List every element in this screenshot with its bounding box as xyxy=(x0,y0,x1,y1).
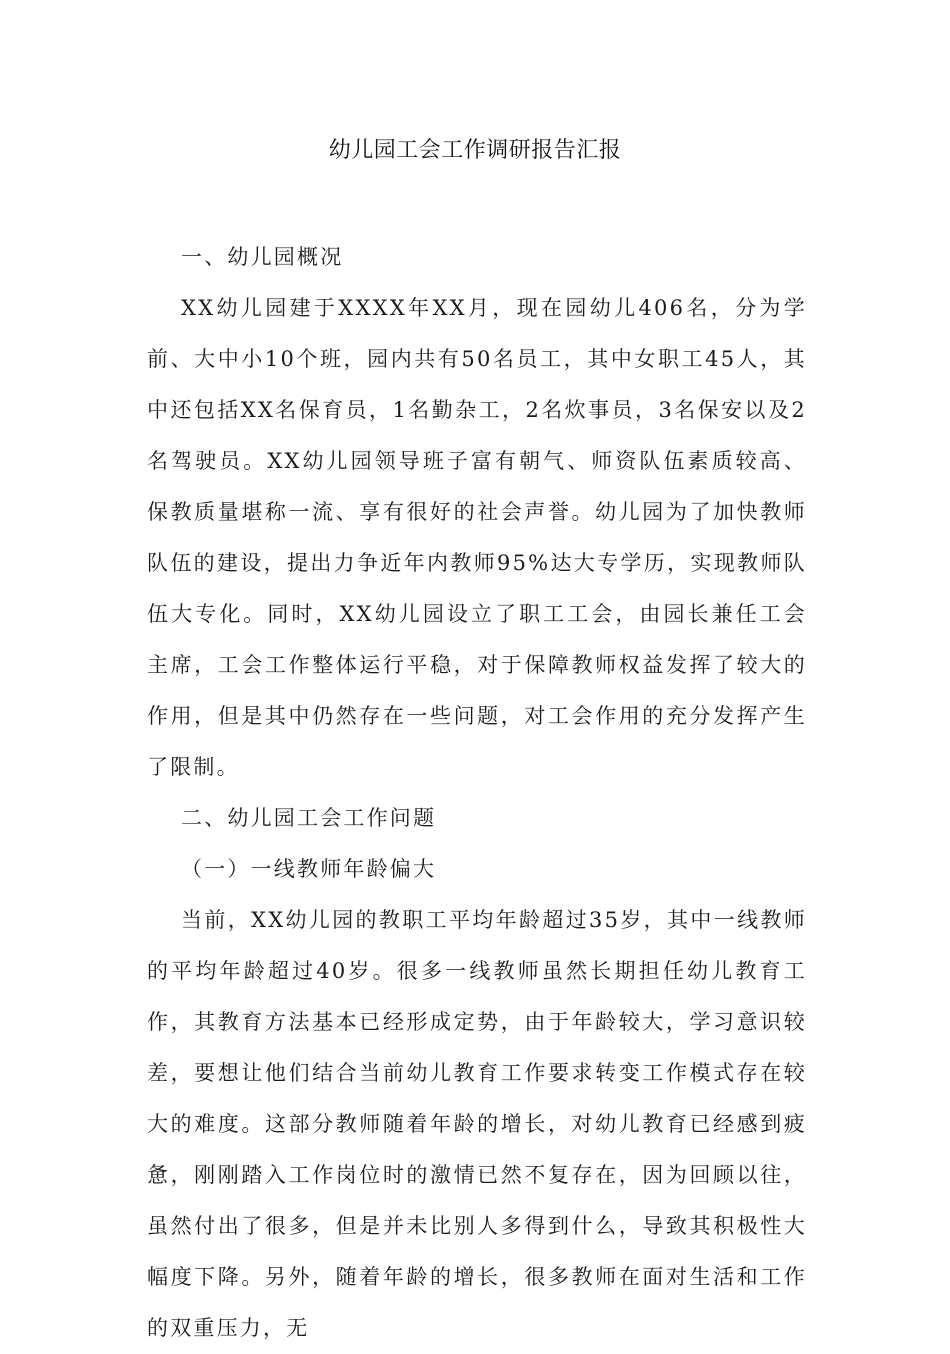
subsection-heading-teacher-age: （一）一线教师年龄偏大 xyxy=(181,857,437,881)
section-heading-problems: 二、幼儿园工会工作问题 xyxy=(181,806,437,830)
document-body xyxy=(147,232,807,1354)
document-title: 幼儿园工会工作调研报告汇报 xyxy=(328,138,622,163)
body-paragraph: XX幼儿园建于XXXX年XX月，现在园幼儿406名，分为学前、大中小10个班，园内共有50名员工，其中女职工45人，其中还包括XX名保育员，1名勤杂工，2名炊事员，3名保安以及2名驾驶员。XX幼儿园领导班子富有朝气、师资队伍素质较高、保教质量堪称一流、享有很好的社会声誉。幼儿园为了加快教师队伍的建设，提出力争近年内教师95%达大专学历，实现教师队伍大专化。同时，XX幼儿园设立了职工工会，由园长兼任工会主席，工会工作整体运行平稳，对于保障教师权益发挥了较大的作用，但是其中仍然存在一些问题，对工会作用的充分发挥产生了限制。 xyxy=(147,296,807,779)
section-heading-overview: 一、幼儿园概况 xyxy=(181,245,344,269)
body-paragraph: 当前，XX幼儿园的教职工平均年龄超过35岁，其中一线教师的平均年龄超过40岁。很多一线教师虽然长期担任幼儿教育工作，其教育方法基本已经形成定势，由于年龄较大，学习意识较差，要想让他们结合当前幼儿教育工作要求转变工作模式存在较大的难度。这部分教师随着年龄的增长，对幼儿教育已经感到疲惫，刚刚踏入工作岗位时的激情已然不复存在，因为回顾以往，虽然付出了很多，但是并未比别人多得到什么，导致其积极性大幅度下降。另外，随着年龄的增长，很多教师在面对生活和工作的双重压力，无 xyxy=(147,908,807,1340)
